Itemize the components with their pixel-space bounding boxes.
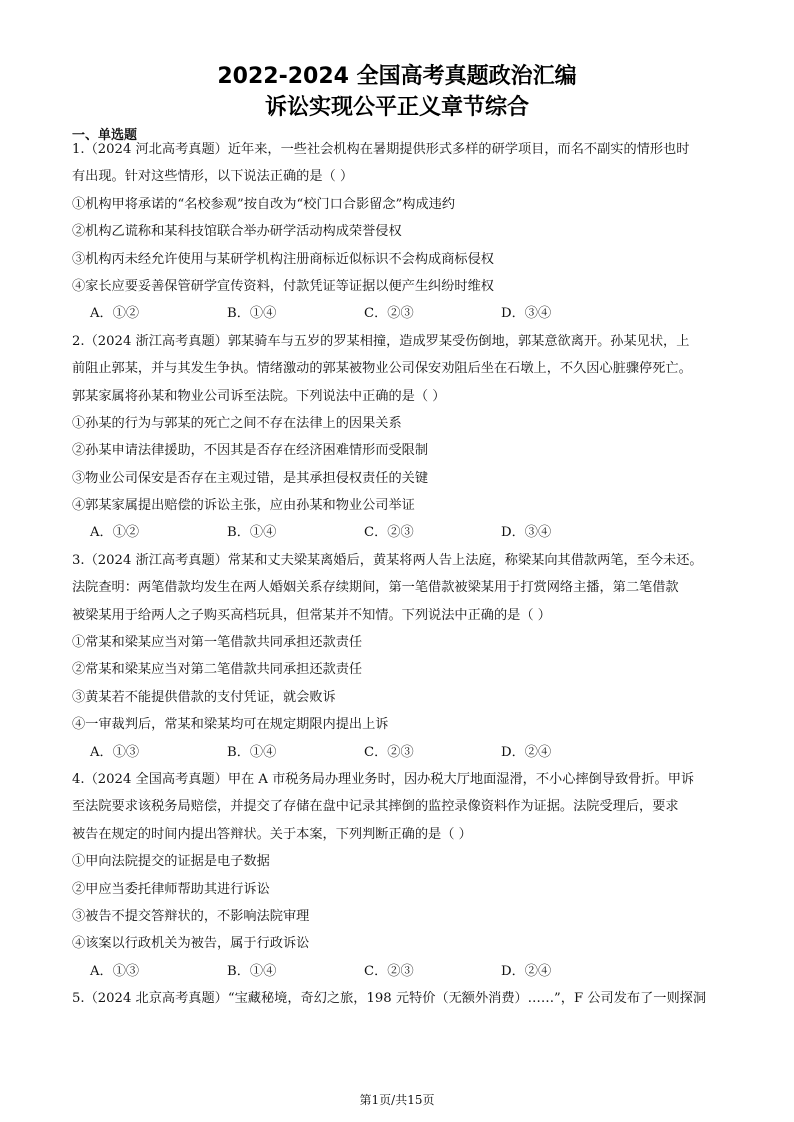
text-line: 1.（2024 河北高考真题）近年来，一些社会机构在暑期提供形式多样的研学项目，而名不副实的情形也时 [72, 142, 690, 157]
text-line: ①孙某的行为与郭某的死亡之间不存在法律上的因果关系 [72, 415, 402, 431]
text-line: ①常某和梁某应当对第一笔借款共同承担还款责任 [72, 635, 363, 651]
answer-option: A．①② [90, 306, 140, 322]
answer-option: A．①③ [90, 963, 140, 979]
text-line: 前阻止郭某，并与其发生争执。情绪激动的郭某被物业公司保安劝阻后坐在石墩上，不久因心脏骤停死亡。 [72, 361, 692, 377]
text-line: ①机构甲将承诺的“名校参观”按自改为“校门口合影留念”构成违约 [72, 196, 456, 212]
answer-choices [72, 963, 726, 990]
text-line: 有出现。针对这些情形，以下说法正确的是（ ） [72, 169, 354, 185]
question-body [72, 141, 726, 1018]
text-line: 郭某家属将孙某和物业公司诉至法院。下列说法中正确的是（ ） [72, 388, 446, 404]
answer-option: C．②③ [364, 306, 414, 322]
answer-option: B．①④ [227, 963, 277, 979]
text-line: ③物业公司保安是否存在主观过错，是其承担侵权责任的关键 [72, 470, 429, 486]
text-line: 3.（2024 浙江高考真题）常某和丈夫梁某离婚后，黄某将两人告上法庭，称梁某向其借款两笔，至今未还。 [72, 552, 703, 568]
text-line: 2.（2024 浙江高考真题）郭某骑车与五岁的罗某相撞，造成罗某受伤倒地，郭某意欲离开。孙某见状，上 [72, 333, 690, 349]
text-line: ④郭某家属提出赔偿的诉讼主张，应由孙某和物业公司举证 [72, 498, 415, 514]
answer-option: D．②④ [501, 963, 552, 979]
answer-option: D．②④ [501, 744, 552, 760]
answer-choices [72, 305, 726, 332]
text-line: ①甲向法院提交的证据是电子数据 [72, 854, 270, 870]
text-line: ③机构丙未经允许使用与某研学机构注册商标近似标识不会构成商标侵权 [72, 251, 494, 267]
text-line: ④家长应要妥善保管研学宣传资料，付款凭证等证据以便产生纠纷时维权 [72, 278, 494, 294]
text-line: 4.（2024 全国高考真题）甲在 A 市税务局办理业务时，因办税大厅地面湿滑，不小心摔倒导致骨折。甲诉 [72, 771, 695, 787]
answer-option: A．①② [90, 525, 140, 541]
answer-option: B．①④ [227, 525, 277, 541]
text-line: ④该案以行政机关为被告，属于行政诉讼 [72, 936, 310, 952]
answer-choices [72, 744, 726, 771]
answer-option: C．②③ [364, 963, 414, 979]
text-line: ②甲应当委托律师帮助其进行诉讼 [72, 881, 270, 897]
answer-option: D．③④ [501, 525, 552, 541]
text-line: ④一审裁判后，常某和梁某均可在规定期限内提出上诉 [72, 717, 389, 733]
text-line: ②孙某申请法律援助，不因其是否存在经济困难情形而受限制 [72, 443, 429, 459]
answer-option: C．②③ [364, 744, 414, 760]
text-line: 被告在规定的时间内提出答辩状。关于本案，下列判断正确的是（ ） [72, 826, 472, 842]
text-line: 5.（2024 北京高考真题）“宝藏秘境，奇幻之旅，198 元特价（无额外消费）……”，F 公司发布了一则探洞 [72, 991, 707, 1007]
text-line: ②常某和梁某应当对第二笔借款共同承担还款责任 [72, 662, 363, 678]
answer-option: A．①③ [90, 744, 140, 760]
answer-choices [72, 524, 726, 551]
text-line: ②机构乙谎称和某科技馆联合举办研学活动构成荣誉侵权 [72, 224, 402, 240]
answer-option: C．②③ [364, 525, 414, 541]
text-line: ③黄某若不能提供借款的支付凭证，就会败诉 [72, 689, 336, 705]
document-subtitle: 诉讼实现公平正义章节综合 [264, 95, 529, 120]
answer-option: B．①④ [227, 306, 277, 322]
page-footer: 第1页/共15页 [359, 1093, 435, 1107]
answer-option: D．③④ [501, 306, 552, 322]
text-line: 被梁某用于给两人之子购买高档玩具，但常某并不知情。下列说法中正确的是（ ） [72, 607, 551, 623]
document-title: 2022-2024 全国高考真题政治汇编 [217, 64, 577, 89]
text-line: ③被告不提交答辩状的，不影响法院审理 [72, 908, 310, 924]
text-line: 法院查明：两笔借款均发生在两人婚姻关系存续期间，第一笔借款被梁某用于打赏网络主播，第二笔借款 [72, 580, 679, 596]
section-heading: 一、单选题 [72, 128, 138, 143]
answer-option: B．①④ [227, 744, 277, 760]
text-line: 至法院要求该税务局赔偿，并提交了存储在盘中记录其摔倒的监控录像资料作为证据。法院受理后，要求 [72, 799, 679, 815]
